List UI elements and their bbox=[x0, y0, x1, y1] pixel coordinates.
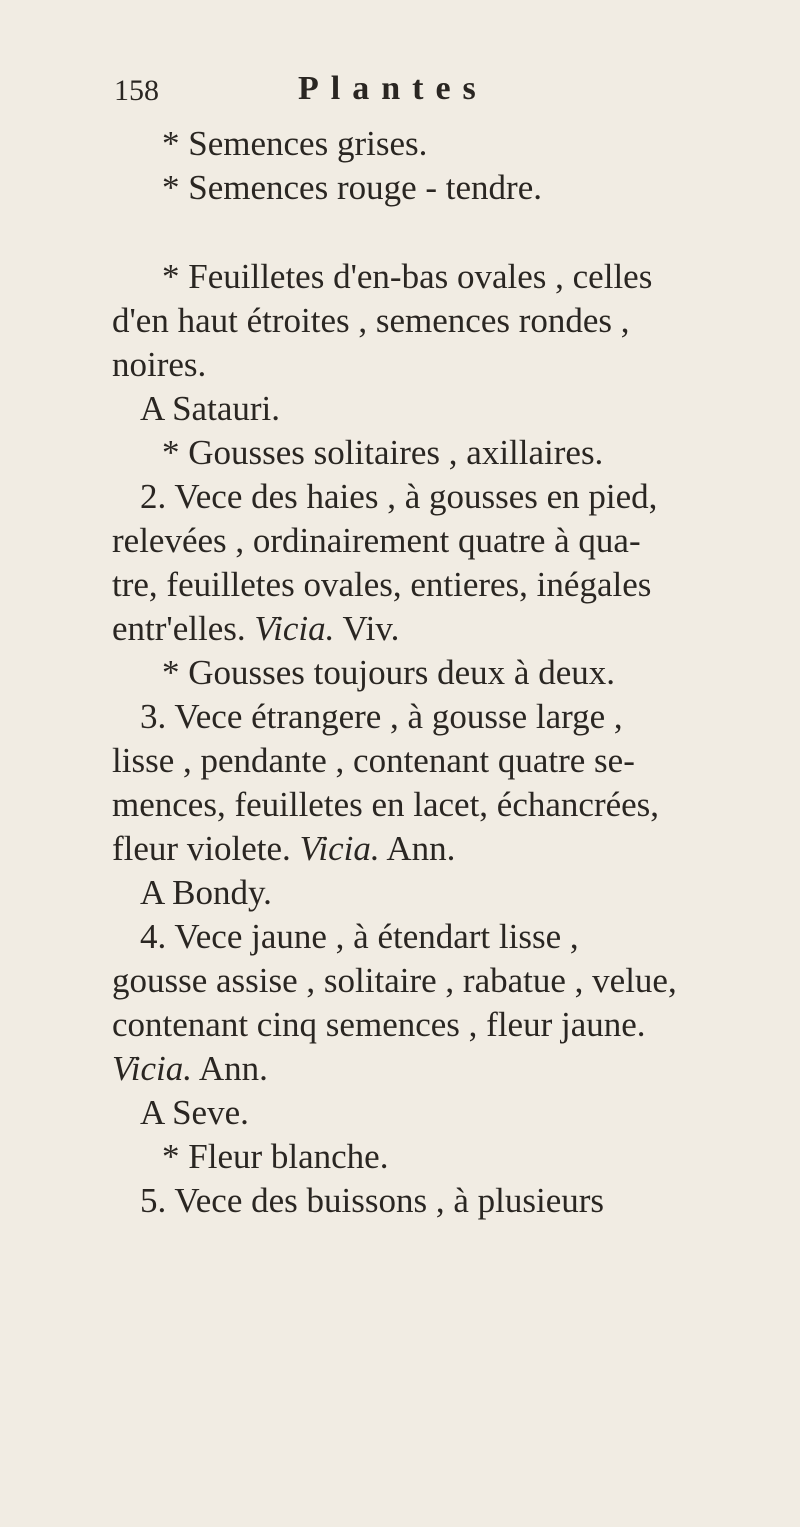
text-line: gousse assise , solitaire , rabatue , velue, bbox=[112, 961, 677, 1000]
text-line: A Satauri. bbox=[140, 389, 280, 428]
text-line: * Gousses solitaires , axillaires. bbox=[162, 433, 604, 472]
text-line: * Gousses toujours deux à deux. bbox=[162, 653, 616, 692]
text-line bbox=[112, 827, 455, 871]
text-line: * Feuilletes d'en-bas ovales , celles bbox=[162, 257, 653, 296]
text-line: d'en haut étroites , semences rondes , bbox=[112, 301, 630, 340]
genus-name: Vicia. bbox=[254, 609, 335, 648]
duration-abbr: Ann. bbox=[386, 829, 456, 868]
text-run: entr'elles. bbox=[112, 609, 246, 648]
text-line: noires. bbox=[112, 345, 207, 384]
text-line: A Seve. bbox=[140, 1093, 249, 1132]
text-line: 4. Vece jaune , à étendart lisse , bbox=[140, 917, 579, 956]
text-run: fleur violete. bbox=[112, 829, 291, 868]
text-line: relevées , ordinairement quatre à qua- bbox=[112, 521, 641, 560]
text-line: lisse , pendante , contenant quatre se- bbox=[112, 741, 635, 780]
text-line: 3. Vece étrangere , à gousse large , bbox=[140, 697, 623, 736]
text-line bbox=[112, 1047, 268, 1091]
duration-abbr: Ann. bbox=[198, 1049, 268, 1088]
text-line: 5. Vece des buissons , à plusieurs bbox=[140, 1181, 605, 1220]
page-number: 158 bbox=[114, 74, 159, 107]
genus-name: Vicia. bbox=[112, 1049, 193, 1088]
page-header bbox=[114, 70, 800, 114]
text-line: contenant cinq semences , fleur jaune. bbox=[112, 1005, 646, 1044]
duration-abbr: Viv. bbox=[342, 609, 400, 648]
text-line: mences, feuilletes en lacet, échancrées, bbox=[112, 785, 660, 824]
genus-name: Vicia. bbox=[299, 829, 380, 868]
running-head: Plantes bbox=[298, 70, 488, 107]
text-line bbox=[112, 607, 399, 651]
text-line: * Fleur blanche. bbox=[162, 1137, 389, 1176]
text-line: tre, feuilletes ovales, entieres, inégales bbox=[112, 565, 652, 604]
text-line: A Bondy. bbox=[140, 873, 272, 912]
text-line: 2. Vece des haies , à gousses en pied, bbox=[140, 477, 658, 516]
text-line: * Semences grises. bbox=[162, 124, 428, 163]
text-line: * Semences rouge - tendre. bbox=[162, 168, 542, 207]
